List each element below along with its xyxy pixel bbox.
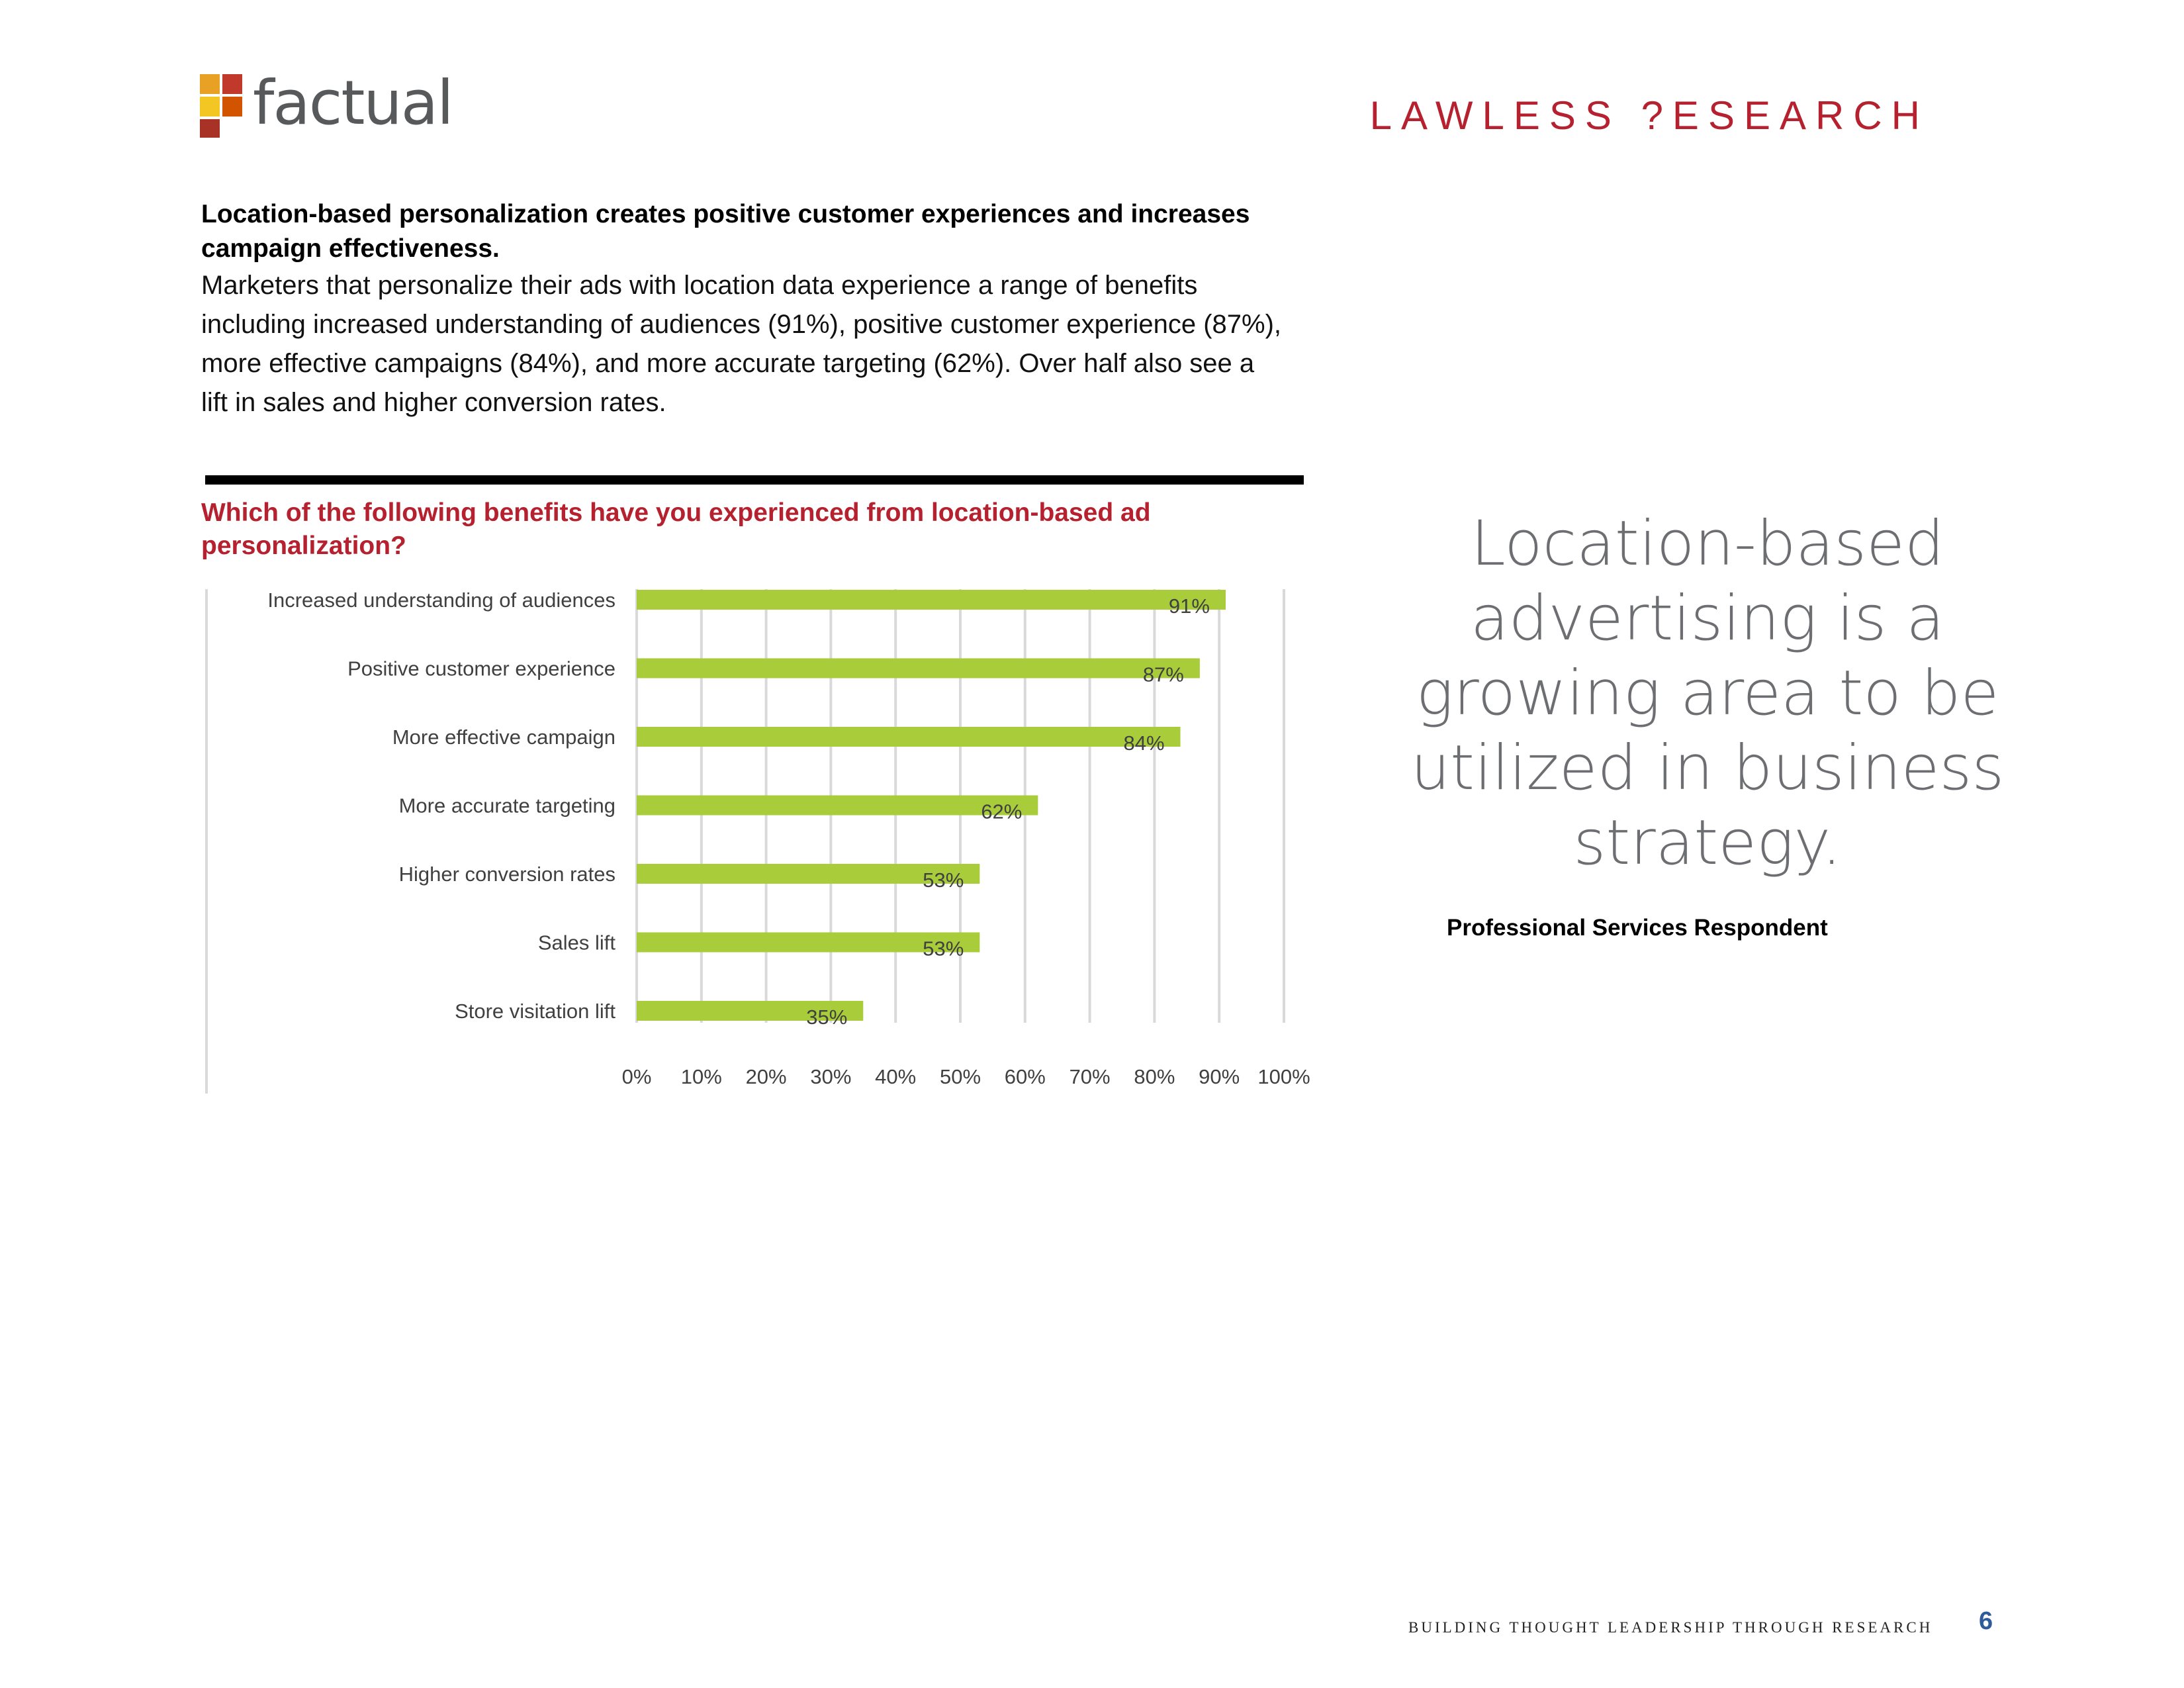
chart-question: Which of the following benefits have you experienced from location-based ad personalization? [201,498,1151,560]
x-tick-label: 60% [1004,1065,1046,1088]
bar-value-label: 53% [923,937,964,961]
bar [637,727,1181,747]
bar-value-label: 53% [923,868,964,892]
category-label: Positive customer experience [347,657,615,680]
x-tick-label: 100% [1257,1065,1310,1088]
bar-value-label: 84% [1123,731,1165,755]
footer-tagline: BUILDING THOUGHT LEADERSHIP THROUGH RESEARCH [1408,1619,1933,1636]
category-label: Higher conversion rates [398,863,615,886]
bar [637,590,1226,610]
x-tick-label: 40% [875,1065,917,1088]
chart-x-tick-labels [622,1065,1310,1088]
x-tick-label: 90% [1199,1065,1240,1088]
x-tick-label: 50% [939,1065,981,1088]
x-tick-label: 30% [810,1065,852,1088]
intro-heading: Location-based personalization creates positive customer experiences and increases campaign effectiveness. [201,200,1250,263]
category-label: Increased understanding of audiences [267,588,615,612]
bar-value-label: 35% [806,1006,848,1029]
bar [637,659,1200,679]
factual-logo-text: factual [253,68,453,138]
quote-attribution: Professional Services Respondent [1447,915,1828,941]
x-tick-label: 80% [1134,1065,1175,1088]
x-tick-label: 10% [680,1065,722,1088]
x-tick-label: 0% [621,1065,652,1088]
chart-category-labels [267,588,615,1023]
bar [637,796,1038,816]
page-number: 6 [1979,1607,1993,1635]
x-tick-label: 20% [745,1065,787,1088]
bar-value-label: 62% [981,800,1023,823]
category-label: More effective campaign [392,726,615,749]
bar-value-label: 91% [1168,594,1210,618]
bar-value-label: 87% [1142,663,1184,686]
category-label: Store visitation lift [455,1000,615,1023]
pull-quote: Location-based advertising is a growing area to be utilized in business strategy. [1410,508,2005,879]
x-tick-label: 70% [1069,1065,1111,1088]
lawless-research-logo: LAWLESS ?ESEARCH [1369,93,1929,138]
intro-body: Marketers that personalize their ads with location data experience a range of benefits including increased understanding of audiences (91%), positive customer experience (87%), more effective campaigns (84%), and more accurate targeting (62%). Over half also see a lift in sales and higher conversion rates. [201,271,1282,417]
category-label: More accurate targeting [398,794,615,818]
category-label: Sales lift [537,931,615,955]
